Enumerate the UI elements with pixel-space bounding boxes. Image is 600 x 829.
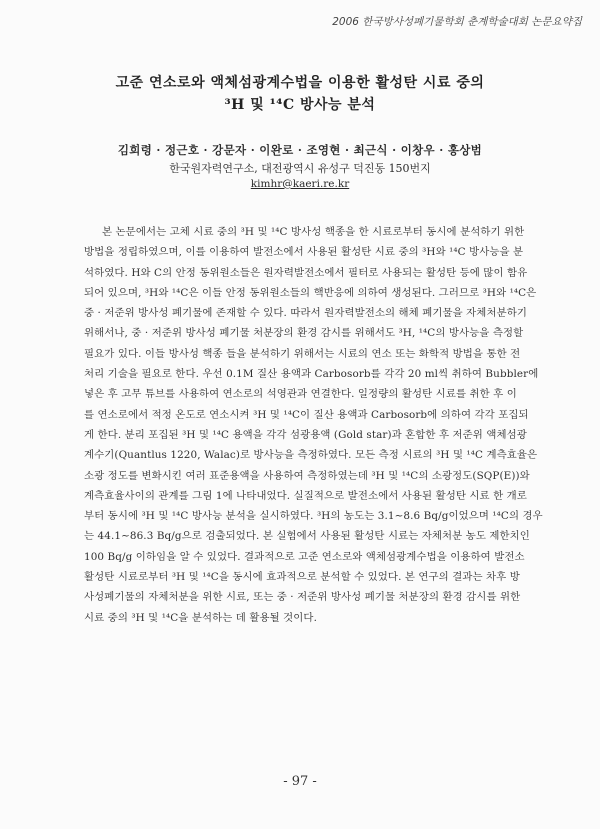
affiliation: 한국원자력연구소, 대전광역시 유성구 덕진동 150번지 <box>169 162 431 175</box>
abstract-line: 본 논문에서는 고체 시료 중의 ³H 및 ¹⁴C 방사성 핵종을 한 시료로부터 동시에 분석하기 위한 <box>102 226 525 238</box>
title-line-1: 고준 연소로와 액체섬광계수법을 이용한 활성탄 시료 중의 <box>115 75 485 91</box>
running-header: 2006 한국방사성폐기물학회 춘계학술대회 논문요약집 <box>332 16 582 28</box>
abstract-line: 넣은 후 고무 튜브를 사용하여 연소로의 석영관과 연결한다. 일정량의 활성탄 시료를 취한 후 이 <box>84 388 517 401</box>
email-link[interactable]: kimhr@kaeri.re.kr <box>250 178 350 190</box>
abstract-line: 시료 중의 ³H 및 ¹⁴C을 분석하는 데 활용될 것이다. <box>84 611 317 624</box>
abstract-line: 중 · 저준위 방사성 폐기물에 존재할 수 있다. 따라서 원자력발전소의 해체 폐기물을 자체처분하기 <box>84 307 527 320</box>
abstract-line: 방법을 정립하였으며, 이를 이용하여 발전소에서 사용된 활성탄 시료 중의 ³H와 ¹⁴C 방사능을 분 <box>84 246 524 259</box>
abstract-line: 활성탄 시료로부터 ³H 및 ¹⁴C을 동시에 효과적으로 분석할 수 있었다. 본 연구의 결과는 차후 방 <box>84 571 520 584</box>
abstract-line: 위해서나, 중 · 저준위 방사성 폐기물 처분장의 환경 감시를 위해서도 ³H, ¹⁴C의 방사능을 측정할 <box>84 327 524 340</box>
abstract-line: 소광 정도를 변화시킨 여러 표준용액을 사용하여 측정하였는데 ³H 및 ¹⁴C의 소광정도(SQP(E))와 <box>84 469 530 482</box>
abstract-line: 계수기(Quantlus 1220, Walac)로 방사능을 측정하였다. 모든 측정 시료의 ³H 및 ¹⁴C 계측효율은 <box>84 449 538 462</box>
contact-email <box>0 178 600 190</box>
abstract-line: 를 연소로에서 적정 온도로 연소시켜 ³H 및 ¹⁴C이 질산 용액과 Carbosorb에 의하여 각각 포집되 <box>84 408 529 421</box>
abstract-body <box>84 222 550 628</box>
abstract-line: 계측효율사이의 관계를 그림 1에 나타내었다. 실질적으로 발전소에서 사용된 활성탄 시료 한 개로 <box>84 489 527 502</box>
abstract-line: 사성폐기물의 자체처분을 위한 시료, 또는 중 · 저준위 방사성 폐기물 처분장의 환경 감시를 위한 <box>84 591 521 604</box>
page-number: - 97 - <box>283 774 317 789</box>
paper-title <box>0 72 600 116</box>
abstract-line: 필요가 있다. 이들 방사성 핵종 들을 분석하기 위해서는 시료의 연소 또는 화학적 방법을 통한 전 <box>84 347 521 360</box>
abstract-line: 100 Bq/g 이하임을 알 수 있었다. 결과적으로 고준 연소로와 액체섬광계수법을 이용하여 발전소 <box>84 550 525 563</box>
abstract-line: 는 44.1∼86.3 Bq/g으로 검출되었다. 본 실험에서 사용된 활성탄 시료는 자체처분 농도 제한치인 <box>84 530 530 543</box>
author-list: 김희령 · 정근호 · 강문자 · 이완로 · 조영현 · 최근식 · 이창우 · 홍상범 <box>117 143 483 157</box>
abstract-line: 부터 동시에 ³H 및 ¹⁴C 방사능 분석을 실시하였다. ³H의 농도는 3.1∼8.6 Bq/g이었으며 ¹⁴C의 경우 <box>84 510 543 523</box>
abstract-line: 처리 기술을 필요로 한다. 우선 0.1M 질산 용액과 Carbosorb를 각각 20 ml씩 취하여 Bubbler에 <box>84 368 539 381</box>
abstract-line: 되어 있으며, ³H와 ¹⁴C은 이들 안정 동위원소들의 핵반응에 의하여 생성된다. 그러므로 ³H와 ¹⁴C은 <box>84 286 537 299</box>
title-line-2: ³H 및 ¹⁴C 방사능 분석 <box>224 97 376 113</box>
abstract-line: 석하였다. H와 C의 안정 동위원소들은 원자력발전소에서 필터로 사용되는 활성탄 등에 많이 함유 <box>84 266 528 279</box>
abstract-line: 게 한다. 분리 포집된 ³H 및 ¹⁴C 용액을 각각 섬광용액 (Gold star)과 혼합한 후 저준위 액체섬광 <box>84 428 527 441</box>
